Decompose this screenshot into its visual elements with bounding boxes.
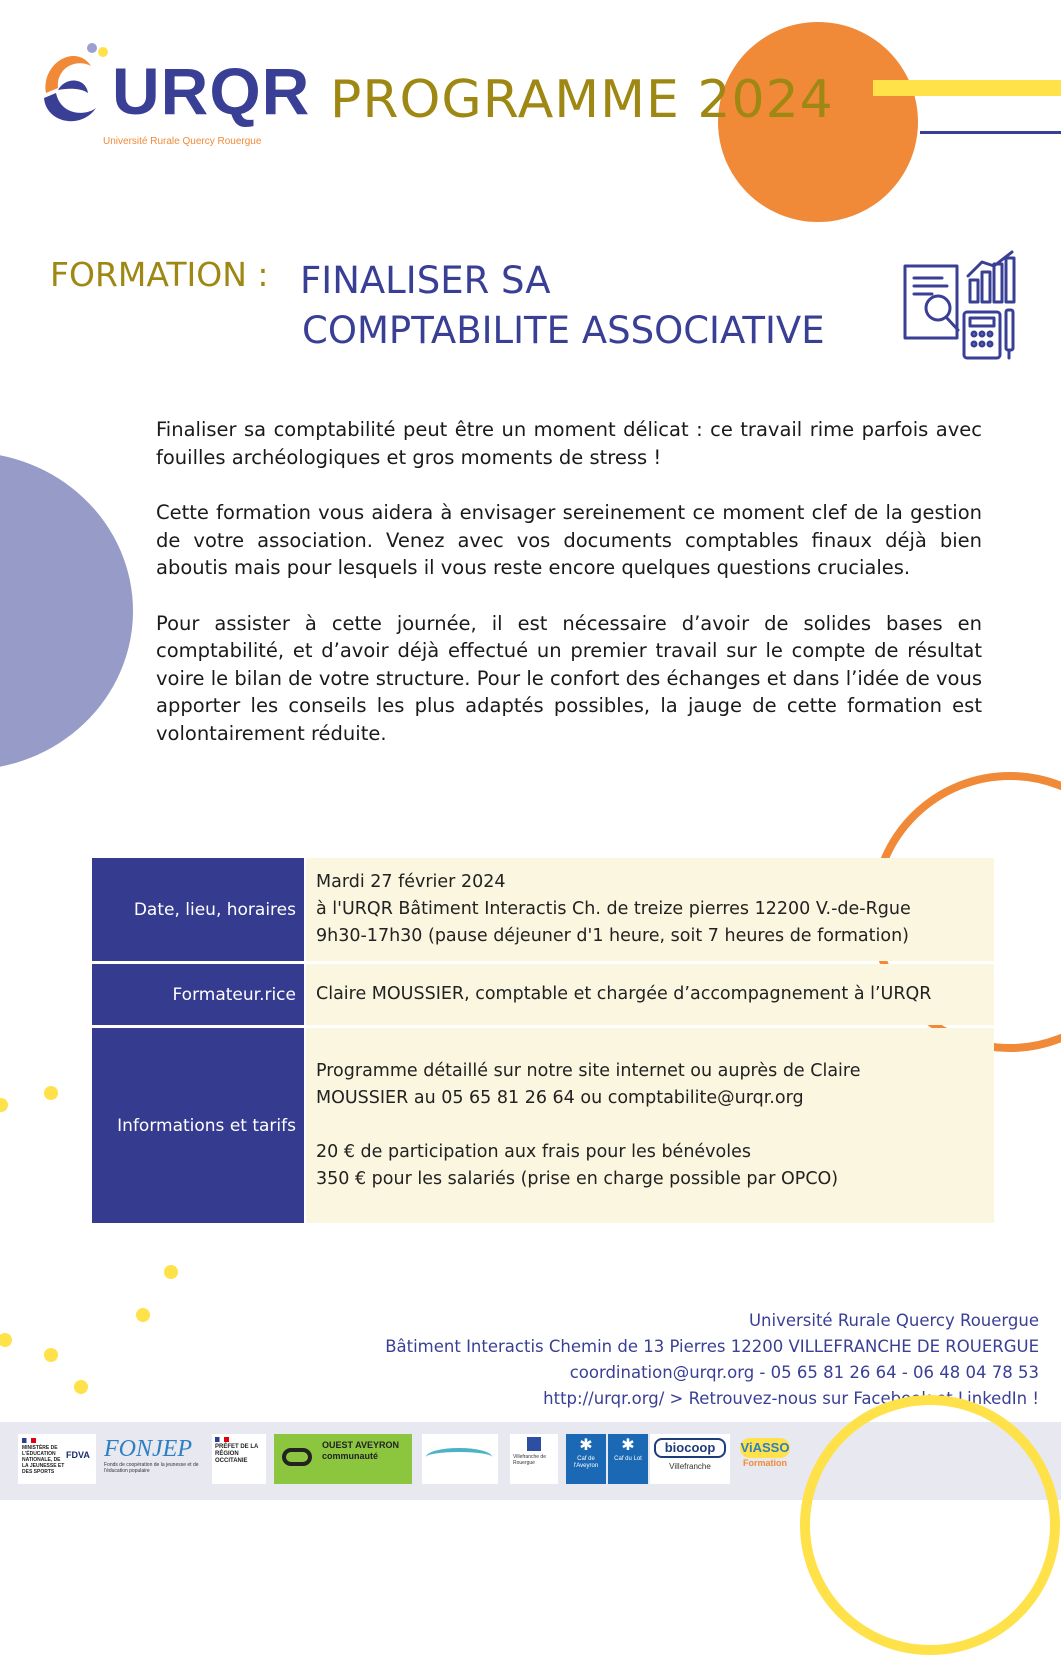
location-line: à l'URQR Bâtiment Interactis Ch. de treize pierres 12200 V.-de-Rgue: [316, 899, 911, 919]
page-title: PROGRAMME 2024: [330, 70, 834, 130]
formation-title-line1: FINALISER SA: [300, 259, 551, 302]
decorative-dot: [0, 1098, 8, 1112]
info-table: [92, 858, 994, 1226]
trainer-value: [306, 964, 994, 1025]
ministere-logo: [18, 1434, 96, 1484]
footer-org: Université Rurale Quercy Rouergue: [748, 1311, 1039, 1330]
logo-subtitle: Université Rurale Quercy Rouergue: [103, 136, 262, 147]
formation-label: FORMATION :: [50, 255, 269, 294]
decorative-dot: [74, 1380, 88, 1394]
urqr-logo-swirl-icon: [36, 38, 110, 130]
table-row: [92, 964, 994, 1025]
villefranche-logo: [510, 1434, 558, 1484]
prefet-logo: [212, 1434, 266, 1484]
decorative-blue-line: [920, 131, 1061, 134]
footer-contact-line[interactable]: coordination@urqr.org - 05 65 81 26 64 - 06 48 04 78 53: [569, 1363, 1039, 1382]
accounting-report-icon: [902, 250, 1020, 362]
price-line: 350 € pour les salariés (prise en charge possible par OPCO): [316, 1169, 839, 1189]
infos-label: Informations et tarifs: [92, 1028, 304, 1223]
fdva-name: FDVA: [66, 1450, 90, 1460]
decorative-dot: [0, 1333, 12, 1347]
fonjep-logo: [100, 1434, 208, 1484]
decorative-yellow-ring: [800, 1395, 1060, 1655]
ministere-name: MINISTÈRE DE L'ÉDUCATION NATIONALE, DE LA JEUNESSE ET DES SPORTS: [22, 1445, 65, 1475]
date-value: [306, 858, 994, 961]
caf-aveyron-logo: ✱ Caf de l'Aveyron: [566, 1434, 606, 1484]
viasso-name: ViASSO: [740, 1438, 790, 1458]
logo-text: URQR: [112, 54, 311, 128]
trainer-label: Formateur.rice: [92, 964, 304, 1025]
prefet-name: PRÉFET DE LA RÉGION OCCITANIE: [215, 1444, 259, 1464]
footer-address: Bâtiment Interactis Chemin de 13 Pierres 12200 VILLEFRANCHE DE ROUERGUE: [385, 1337, 1039, 1356]
villefranche-name: Villefranche de Rouergue: [513, 1454, 546, 1466]
biocoop-name: biocoop: [654, 1438, 726, 1458]
decorative-dot: [44, 1086, 58, 1100]
fonjep-name: FONJEP: [104, 1436, 192, 1462]
footer-website[interactable]: http://urqr.org/ > Retrouvez-nous sur Facebook et LinkedIn !: [543, 1389, 1039, 1408]
trainer-line: Claire MOUSSIER, comptable et chargée d’accompagnement à l’URQR: [316, 984, 932, 1004]
date-label: Date, lieu, horaires: [92, 858, 304, 961]
decorative-dot: [44, 1348, 58, 1362]
description-paragraph: Finaliser sa comptabilité peut être un moment délicat : ce travail rime parfois avec fouilles archéologiques et gros moments de stress !: [156, 418, 982, 469]
formation-title-line2: COMPTABILITE ASSOCIATIVE: [302, 309, 825, 352]
date-line: Mardi 27 février 2024: [316, 872, 506, 892]
caf-aveyron-name: Caf de l'Aveyron: [573, 1456, 599, 1469]
table-row: [92, 1028, 994, 1223]
price-line: 20 € de participation aux frais pour les bénévoles: [316, 1142, 751, 1162]
viasso-logo: [736, 1434, 794, 1484]
caf-lot-logo: ✱ Caf du Lot: [608, 1434, 648, 1484]
ouest-aveyron-logo: [274, 1434, 412, 1484]
decorative-yellow-bar: [873, 80, 1061, 96]
description-paragraph: Pour assister à cette journée, il est nécessaire d’avoir de solides bases en comptabilité, et d’avoir déjà effectué un premier travail sur le compte de résultat voire le bilan de votre structure. Pour le confort des échanges et dans l’idée de vous apporter les conseils les plus adaptés possibles, la jauge de cette formation est volontairement réduite.: [156, 611, 982, 745]
decorative-dot: [136, 1308, 150, 1322]
hours-line: 9h30-17h30 (pause déjeuner d'1 heure, soit 7 heures de formation): [316, 926, 910, 946]
caf-lot-name: Caf du Lot: [614, 1456, 642, 1462]
infos-value: [306, 1028, 994, 1223]
biocoop-city: Villefranche: [669, 1462, 711, 1471]
viasso-subtitle: Formation: [743, 1458, 787, 1468]
ouest-aveyron-name: OUEST AVEYRON communauté: [322, 1440, 400, 1461]
description-paragraph: Cette formation vous aidera à envisager sereinement ce moment clef de la gestion de votre association. Venez avec vos documents comptables finaux déjà bien aboutis mais pour lesquels il vous reste encore quelques questions cruciales.: [156, 501, 982, 579]
infos-line: MOUSSIER au 05 65 81 26 64 ou comptabilite@urqr.org: [316, 1088, 804, 1108]
description: [156, 416, 982, 775]
decorative-dot: [164, 1265, 178, 1279]
infos-line: Programme détaillé sur notre site internet ou auprès de Claire: [316, 1061, 861, 1081]
biocoop-logo: [650, 1434, 730, 1484]
decorative-purple-circle: [0, 452, 133, 770]
villefranche-wave-logo: [422, 1434, 498, 1484]
table-row: [92, 858, 994, 961]
fonjep-subtitle: Fonds de coopération de la jeunesse et de l'éducation populaire: [104, 1462, 199, 1474]
